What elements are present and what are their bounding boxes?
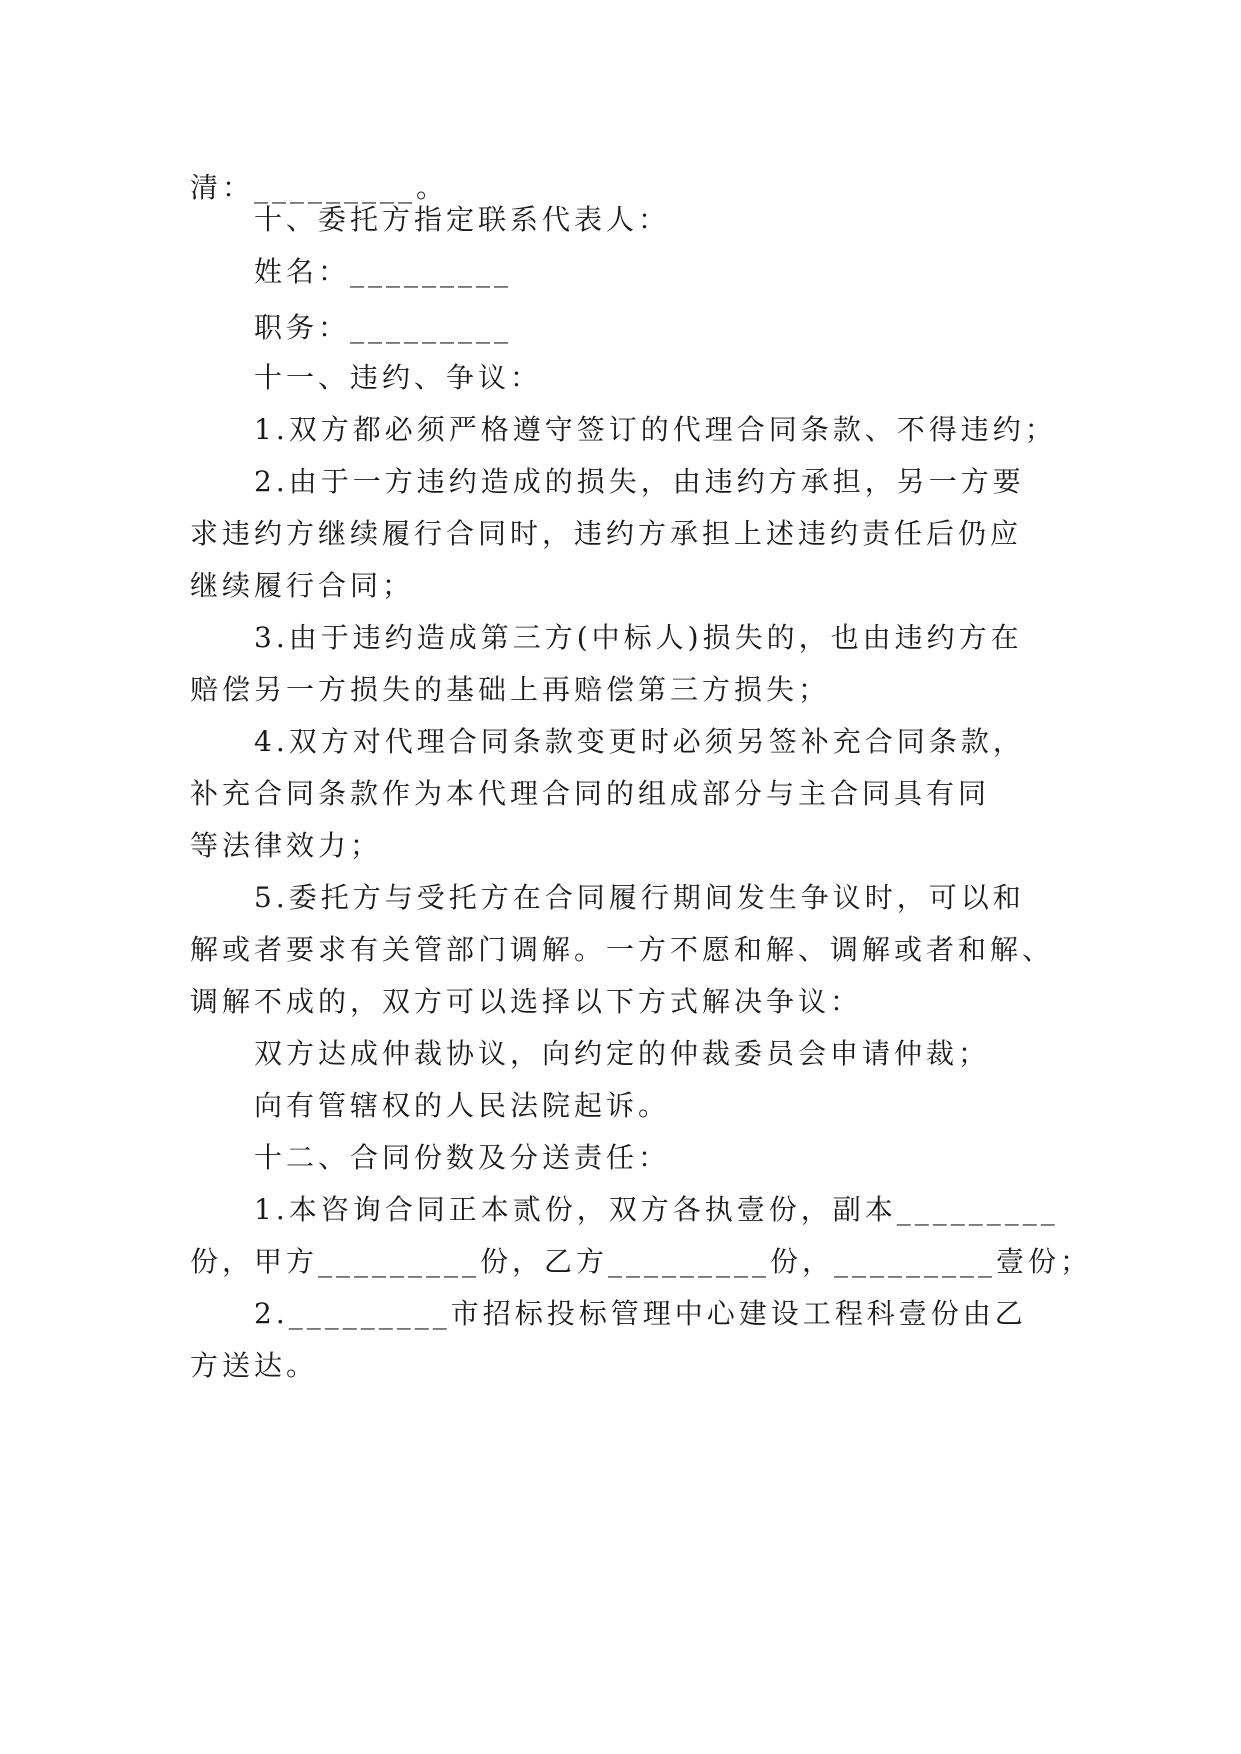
text-line: 姓名：_________ [254, 255, 513, 288]
text-line: 4.双方对代理合同条款变更时必须另签补充合同条款， [254, 725, 1025, 758]
text-line: 份，甲方_________份，乙方_________份，_________壹份； [190, 1245, 1093, 1278]
text-line: 2.由于一方违约造成的损失，由违约方承担，另一方要 [254, 465, 1025, 498]
text-line: 2._________市招标投标管理中心建设工程科壹份由乙 [254, 1297, 1027, 1330]
text-line: 1.本咨询合同正本贰份，双方各执壹份，副本_________ [254, 1193, 1059, 1226]
section-heading: 十一、违约、争议： [254, 361, 543, 394]
text-line: 调解不成的，双方可以选择以下方式解决争议： [190, 985, 863, 1018]
text-line: 职务：_________ [254, 311, 513, 344]
section-heading: 十二、合同份数及分送责任： [254, 1141, 671, 1174]
text-line: 方送达。 [190, 1349, 319, 1382]
text-line: 继续履行合同； [190, 569, 415, 602]
section-heading: 十、委托方指定联系代表人： [254, 203, 671, 236]
text-line: 补充合同条款作为本代理合同的组成部分与主合同具有同 [190, 777, 991, 810]
text-line: 1.双方都必须严格遵守签订的代理合同条款、不得违约； [254, 413, 1057, 446]
text-line: 清：_________。 [190, 171, 449, 204]
text-line: 赔偿另一方损失的基础上再赔偿第三方损失； [190, 673, 831, 706]
text-line: 3.由于违约造成第三方(中标人)损失的，也由违约方在 [254, 621, 1023, 654]
text-line: 解或者要求有关管部门调解。一方不愿和解、调解或者和解、 [190, 933, 1055, 966]
text-line: 5.委托方与受托方在合同履行期间发生争议时，可以和 [254, 881, 1025, 914]
text-line: 向有管辖权的人民法院起诉。 [254, 1089, 671, 1122]
text-line: 双方达成仲裁协议，向约定的仲裁委员会申请仲裁； [254, 1037, 991, 1070]
text-line: 等法律效力； [190, 829, 383, 862]
text-line: 求违约方继续履行合同时，违约方承担上述违约责任后仍应 [190, 517, 1023, 550]
